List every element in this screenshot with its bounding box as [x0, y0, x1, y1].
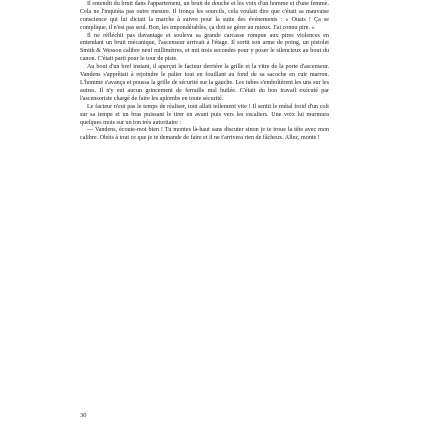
paragraph-4: Au bout d'un bref instant, il aperçut le facteur derrière la grille et la vitre de la porte d'ascenseur. Vandens s'apprêtait à rejoindre le palier tout en fouillant au fond de sa sacoche en cuir marron. L'homme s'avança et poussa la grille de sécurité sur la gauche. Les tubes s'emboîtèrent les uns sur les autres. Il n'y eut aucun grincement de ferraille mal huilée. C'était du bon travail exécuté par l'ascensoriste chargé de faire les aplombs en toute sécurité. [80, 64, 329, 102]
paragraph-3: Il ne réfléchit pas davantage et souleva sa grande carcasse rompue aux pires violences en entendant un bruit mécanique, l'ascenseur arrivait à l'étage. Il sortit son arme de poing, un pistolet Smith & Wesson calibre neuf millimètres, et mit trois secondes pour y poser le silencieux au bout du canon. C'était parti pour le tour de piste. [80, 32, 329, 63]
paragraph-2: Il entendit du bruit dans l'appartement, un bruit de douche et les voix d'un homme et d'une femme. Cela ne l'inquiéta pas outre mesure. Il fronça les sourcils, cela voulait dire que c'était sa mauvaise conscience qui lui dictait la marche à suivre pour la suite des événements : « Ouais ! Ça se complique, il n'est pas seul. Bon, les impondérables, ça doit se gérer au mieux. J'ai connu pire. » [80, 0, 329, 31]
paragraph-6: — Vandens, écoute-moi bien ! Tu montes là-haut sans discuter sinon je te troue la tête avec mon calibre. Obéis à tout ce que je te demande de faire et il ne t'arrivera rien de fâcheux. Allez, monte ! [80, 127, 329, 142]
paragraph-5: Le facteur n'eut pas le temps de réaliser, tout allait tellement vite ! Il sentit le métal froid d'un colt sur sa tempe et un bras puissant le tirer en avant puis vers les escaliers. Une voix lui murmura quelques mots sur un ton très autoritaire : [80, 103, 329, 126]
page-body [80, 0, 329, 143]
page-number: 30 [80, 412, 87, 419]
